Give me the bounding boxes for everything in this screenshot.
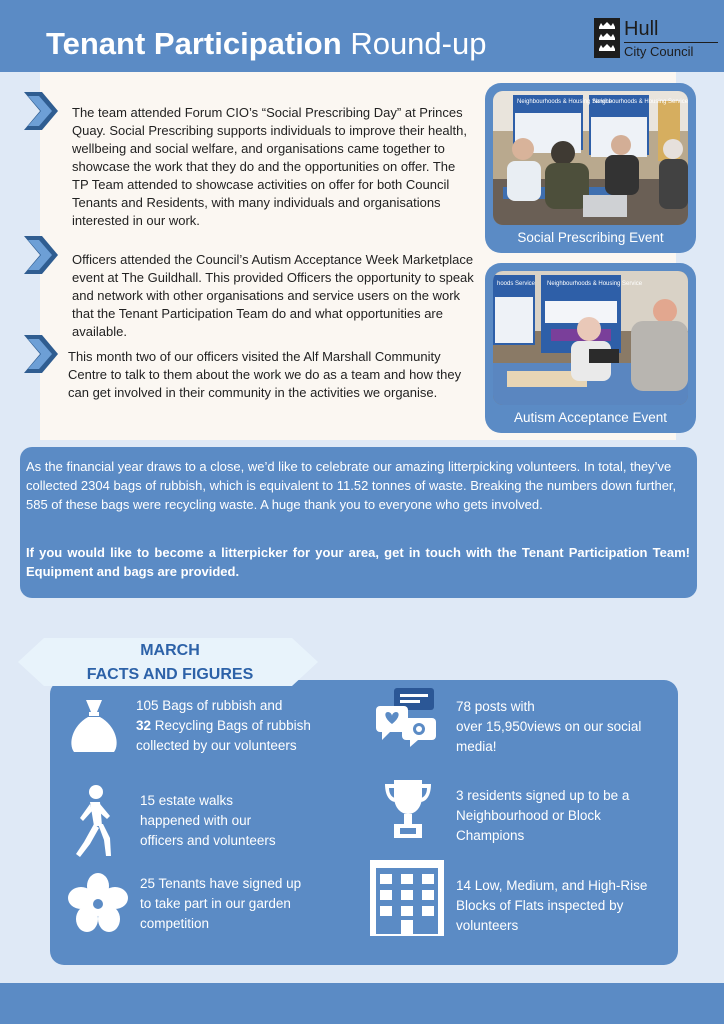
fact-line: Champions [456, 828, 525, 843]
article-alf-marshall: This month two of our officers visited the Alf Marshall Community Centre to talk to them about the work we do as a team and how they can get involved in their community in the activities we organise. [68, 349, 462, 400]
fact-line: officers and volunteers [140, 833, 276, 848]
fact-line: over 15,950views on our social [456, 719, 642, 734]
fact-line: to take part in our garden [140, 896, 291, 911]
fact-champions [456, 786, 676, 846]
fact-line: media! [456, 739, 497, 754]
photo-caption: Autism Acceptance Event [513, 410, 668, 425]
fact-social-media [456, 697, 676, 757]
banner-text-left: Neighbourhoods & Housing Service [517, 99, 613, 105]
chevron-right-icon [22, 234, 60, 276]
fact-line: 14 Low, Medium, and High-Rise [456, 878, 648, 893]
social-prescribing-photo [493, 91, 688, 225]
fact-line: 25 Tenants have signed up [140, 876, 302, 891]
fact-line: 3 residents signed up to be a [456, 788, 630, 803]
litterpicking-text: As the financial year draws to a close, we’d like to celebrate our amazing litterpicking volunteers. In total, they’ve collected 2304 bags of rubbish, which is equivalent to 11.52 tonnes of waste. Breaking the numbers down further, 585 of these bags were recycling waste. A huge thank you to everyone who gets involved. [26, 459, 677, 512]
hull-city-council-logo [594, 18, 724, 62]
banner-text-left: hoods Service [497, 281, 536, 287]
photo-caption: Social Prescribing Event [517, 230, 664, 245]
litterpicking-box [20, 447, 697, 598]
fact-line: 105 Bags of rubbish and [136, 698, 283, 713]
logo-hull-text: Hull [624, 18, 659, 40]
fact-line: volunteers [456, 918, 519, 933]
title-bold: Tenant Participation [46, 26, 342, 61]
fact-line [136, 716, 336, 736]
fact-rubbish-bags [136, 696, 336, 756]
fact-line: Neighbourhood or Block [456, 808, 601, 823]
photo-card-autism-acceptance [485, 263, 696, 433]
page-title [46, 26, 486, 62]
logo-city-council-text: City Council [624, 44, 694, 59]
article-autism-acceptance: Officers attended the Council’s Autism Acceptance Week Marketplace event at The Guildhall. This provided Officers the opportunity to speak and network with other organisations and service users on the work that the Tenant Participation Team do and what opportunities are available. [72, 252, 474, 339]
building-icon [368, 858, 446, 938]
fact-bold-number: 32 [136, 718, 152, 733]
footer-bar [0, 983, 724, 1024]
fact-line: happened with our [140, 813, 252, 828]
chevron-right-icon [22, 90, 60, 132]
fact-line-rest: Recycling Bags of rubbish [151, 718, 311, 733]
fact-blocks-inspected [456, 876, 676, 936]
photo-card-social-prescribing [485, 83, 696, 253]
litterpicking-cta: If you would like to become a litterpicker for your area, get in touch with the Tenant Participation Team! Equipment and bags are provided. [26, 545, 690, 579]
article-social-prescribing: The team attended Forum CIO’s “Social Prescribing Day” at Princes Quay. Social Prescribing supports individuals to improve their health, wellbeing and social welfare, and organisations came together to showcase the work that they do and the opportunities on offer. The TP Team attended to showcase activities on offer for both Council Tenants and Residents, with many individuals and organisations interested in our work. [72, 105, 468, 228]
banner-text-right: Neighbourhoods & Housing Service [593, 99, 688, 105]
autism-acceptance-photo [493, 271, 688, 405]
social-media-icon [374, 688, 438, 748]
trophy-icon [382, 776, 434, 840]
banner-text-right: Neighbourhoods & Housing Service [547, 281, 643, 287]
fact-line: competition [140, 916, 210, 931]
fact-estate-walks [140, 791, 340, 851]
rubbish-bag-icon [66, 696, 122, 756]
logo-divider [624, 42, 718, 43]
facts-heading: FACTS AND FIGURES [86, 666, 254, 683]
facts-month: MARCH [140, 642, 200, 659]
fact-line: 15 estate walks [140, 793, 234, 808]
fact-garden-competition [140, 874, 340, 934]
fact-line: 78 posts with [456, 699, 535, 714]
fact-line: collected by our volunteers [136, 738, 297, 753]
crest-icon [594, 18, 620, 58]
walking-person-icon [68, 784, 120, 858]
fact-line: Blocks of Flats inspected by [456, 898, 624, 913]
flower-icon [66, 872, 130, 936]
title-rest: Round-up [350, 26, 487, 61]
chevron-right-icon [22, 333, 60, 375]
